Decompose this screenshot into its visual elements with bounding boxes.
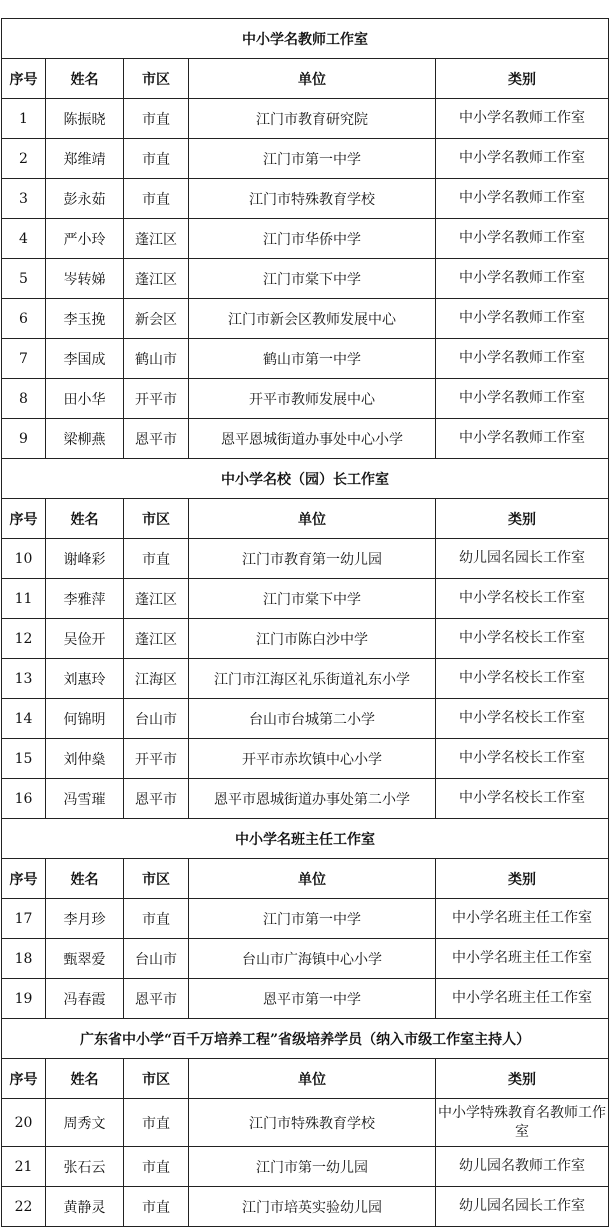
cell-serial-number: 9 xyxy=(2,419,46,459)
cell-name: 梁柳燕 xyxy=(46,419,124,459)
cell-category: 幼儿园名教师工作室 xyxy=(436,1147,609,1187)
table-row xyxy=(2,219,609,259)
table-row xyxy=(2,1187,609,1227)
table-row xyxy=(2,659,609,699)
section-title: 广东省中小学“百千万培养工程”省级培养学员（纳入市级工作室主持人） xyxy=(2,1019,609,1059)
cell-category: 中小学名教师工作室 xyxy=(436,139,609,179)
cell-name: 李月珍 xyxy=(46,899,124,939)
cell-name: 吴俭开 xyxy=(46,619,124,659)
cell-name: 严小玲 xyxy=(46,219,124,259)
column-header-district: 市区 xyxy=(124,499,189,539)
cell-district: 市直 xyxy=(124,1099,189,1147)
cell-serial-number: 1 xyxy=(2,99,46,139)
table-row xyxy=(2,99,609,139)
cell-serial-number: 17 xyxy=(2,899,46,939)
table-row xyxy=(2,619,609,659)
section-title-row xyxy=(2,1019,609,1059)
cell-name: 甄翠爱 xyxy=(46,939,124,979)
cell-serial-number: 20 xyxy=(2,1099,46,1147)
cell-category: 中小学名校长工作室 xyxy=(436,579,609,619)
cell-unit: 江门市棠下中学 xyxy=(189,259,436,299)
cell-unit: 江门市新会区教师发展中心 xyxy=(189,299,436,339)
table-row xyxy=(2,739,609,779)
cell-serial-number: 6 xyxy=(2,299,46,339)
cell-category: 幼儿园名园长工作室 xyxy=(436,1187,609,1227)
table-row xyxy=(2,899,609,939)
section-title: 中小学名教师工作室 xyxy=(2,19,609,59)
cell-serial-number: 11 xyxy=(2,579,46,619)
header-row xyxy=(2,59,609,99)
cell-serial-number: 8 xyxy=(2,379,46,419)
cell-district: 蓬江区 xyxy=(124,619,189,659)
cell-unit: 鹤山市第一中学 xyxy=(189,339,436,379)
cell-category: 幼儿园名园长工作室 xyxy=(436,539,609,579)
cell-name: 彭永茹 xyxy=(46,179,124,219)
header-row xyxy=(2,859,609,899)
cell-serial-number: 12 xyxy=(2,619,46,659)
table-row xyxy=(2,299,609,339)
cell-district: 市直 xyxy=(124,139,189,179)
cell-unit: 恩平市恩城街道办事处第二小学 xyxy=(189,779,436,819)
table-row xyxy=(2,1147,609,1187)
cell-category: 中小学名校长工作室 xyxy=(436,739,609,779)
staff-table xyxy=(1,18,609,1227)
cell-category: 中小学名教师工作室 xyxy=(436,379,609,419)
column-header-unit: 单位 xyxy=(189,1059,436,1099)
cell-district: 市直 xyxy=(124,179,189,219)
cell-category: 中小学名教师工作室 xyxy=(436,179,609,219)
cell-district: 蓬江区 xyxy=(124,219,189,259)
section-title-row xyxy=(2,819,609,859)
cell-name: 李雅萍 xyxy=(46,579,124,619)
cell-category: 中小学名教师工作室 xyxy=(436,99,609,139)
column-header-serial-number: 序号 xyxy=(2,1059,46,1099)
cell-name: 陈振晓 xyxy=(46,99,124,139)
table-row xyxy=(2,779,609,819)
column-header-unit: 单位 xyxy=(189,59,436,99)
cell-serial-number: 2 xyxy=(2,139,46,179)
header-row xyxy=(2,1059,609,1099)
column-header-district: 市区 xyxy=(124,859,189,899)
table-row xyxy=(2,419,609,459)
cell-name: 刘仲燊 xyxy=(46,739,124,779)
cell-unit: 江门市教育研究院 xyxy=(189,99,436,139)
cell-serial-number: 3 xyxy=(2,179,46,219)
cell-serial-number: 14 xyxy=(2,699,46,739)
cell-category: 中小学名校长工作室 xyxy=(436,659,609,699)
cell-district: 恩平市 xyxy=(124,979,189,1019)
cell-serial-number: 22 xyxy=(2,1187,46,1227)
cell-unit: 台山市广海镇中心小学 xyxy=(189,939,436,979)
cell-category: 中小学名班主任工作室 xyxy=(436,979,609,1019)
table-row xyxy=(2,539,609,579)
cell-name: 岑转娣 xyxy=(46,259,124,299)
cell-name: 郑维靖 xyxy=(46,139,124,179)
column-header-serial-number: 序号 xyxy=(2,499,46,539)
column-header-category: 类别 xyxy=(436,59,609,99)
column-header-name: 姓名 xyxy=(46,499,124,539)
section-title-row xyxy=(2,459,609,499)
cell-name: 田小华 xyxy=(46,379,124,419)
column-header-name: 姓名 xyxy=(46,59,124,99)
cell-district: 蓬江区 xyxy=(124,579,189,619)
cell-unit: 江门市第一中学 xyxy=(189,139,436,179)
cell-category: 中小学名教师工作室 xyxy=(436,339,609,379)
cell-district: 鹤山市 xyxy=(124,339,189,379)
table-row xyxy=(2,259,609,299)
cell-serial-number: 19 xyxy=(2,979,46,1019)
table-row xyxy=(2,1099,609,1147)
cell-unit: 江门市江海区礼乐街道礼东小学 xyxy=(189,659,436,699)
cell-serial-number: 16 xyxy=(2,779,46,819)
cell-category: 中小学名校长工作室 xyxy=(436,699,609,739)
cell-serial-number: 18 xyxy=(2,939,46,979)
cell-name: 冯雪璀 xyxy=(46,779,124,819)
cell-name: 周秀文 xyxy=(46,1099,124,1147)
table-row xyxy=(2,379,609,419)
cell-name: 黄静灵 xyxy=(46,1187,124,1227)
cell-unit: 江门市华侨中学 xyxy=(189,219,436,259)
cell-name: 李国成 xyxy=(46,339,124,379)
cell-district: 开平市 xyxy=(124,379,189,419)
cell-name: 冯春霞 xyxy=(46,979,124,1019)
cell-serial-number: 4 xyxy=(2,219,46,259)
cell-district: 市直 xyxy=(124,899,189,939)
table-row xyxy=(2,979,609,1019)
section-title: 中小学名班主任工作室 xyxy=(2,819,609,859)
cell-serial-number: 7 xyxy=(2,339,46,379)
cell-unit: 江门市培英实验幼儿园 xyxy=(189,1187,436,1227)
cell-serial-number: 15 xyxy=(2,739,46,779)
cell-unit: 恩平市第一中学 xyxy=(189,979,436,1019)
cell-name: 谢峰彩 xyxy=(46,539,124,579)
cell-unit: 江门市第一中学 xyxy=(189,899,436,939)
table-row xyxy=(2,579,609,619)
section-title-row xyxy=(2,19,609,59)
cell-name: 张石云 xyxy=(46,1147,124,1187)
cell-district: 市直 xyxy=(124,1187,189,1227)
column-header-district: 市区 xyxy=(124,59,189,99)
table-body xyxy=(2,19,609,1227)
cell-category: 中小学名班主任工作室 xyxy=(436,899,609,939)
cell-unit: 台山市台城第二小学 xyxy=(189,699,436,739)
cell-district: 市直 xyxy=(124,1147,189,1187)
cell-district: 市直 xyxy=(124,99,189,139)
cell-category: 中小学名校长工作室 xyxy=(436,619,609,659)
cell-district: 恩平市 xyxy=(124,779,189,819)
cell-district: 新会区 xyxy=(124,299,189,339)
table-row xyxy=(2,139,609,179)
cell-category: 中小学名教师工作室 xyxy=(436,219,609,259)
cell-category: 中小学名教师工作室 xyxy=(436,259,609,299)
table-row xyxy=(2,339,609,379)
cell-unit: 江门市特殊教育学校 xyxy=(189,179,436,219)
column-header-category: 类别 xyxy=(436,499,609,539)
column-header-unit: 单位 xyxy=(189,859,436,899)
cell-district: 市直 xyxy=(124,539,189,579)
cell-name: 何锦明 xyxy=(46,699,124,739)
cell-serial-number: 10 xyxy=(2,539,46,579)
cell-unit: 开平市教师发展中心 xyxy=(189,379,436,419)
table-row xyxy=(2,699,609,739)
cell-serial-number: 21 xyxy=(2,1147,46,1187)
cell-unit: 江门市教育第一幼儿园 xyxy=(189,539,436,579)
table-row xyxy=(2,179,609,219)
cell-district: 开平市 xyxy=(124,739,189,779)
cell-district: 台山市 xyxy=(124,939,189,979)
column-header-name: 姓名 xyxy=(46,1059,124,1099)
header-row xyxy=(2,499,609,539)
cell-serial-number: 5 xyxy=(2,259,46,299)
cell-unit: 江门市第一幼儿园 xyxy=(189,1147,436,1187)
cell-district: 台山市 xyxy=(124,699,189,739)
cell-district: 江海区 xyxy=(124,659,189,699)
cell-category: 中小学名教师工作室 xyxy=(436,299,609,339)
cell-district: 蓬江区 xyxy=(124,259,189,299)
column-header-unit: 单位 xyxy=(189,499,436,539)
column-header-category: 类别 xyxy=(436,1059,609,1099)
table-row xyxy=(2,939,609,979)
cell-name: 李玉挽 xyxy=(46,299,124,339)
cell-unit: 恩平恩城街道办事处中心小学 xyxy=(189,419,436,459)
column-header-name: 姓名 xyxy=(46,859,124,899)
cell-unit: 江门市棠下中学 xyxy=(189,579,436,619)
cell-category: 中小学名校长工作室 xyxy=(436,779,609,819)
cell-district: 恩平市 xyxy=(124,419,189,459)
cell-name: 刘惠玲 xyxy=(46,659,124,699)
cell-unit: 江门市特殊教育学校 xyxy=(189,1099,436,1147)
cell-serial-number: 13 xyxy=(2,659,46,699)
column-header-district: 市区 xyxy=(124,1059,189,1099)
column-header-serial-number: 序号 xyxy=(2,59,46,99)
cell-category: 中小学特殊教育名教师工作室 xyxy=(436,1099,609,1147)
section-title: 中小学名校（园）长工作室 xyxy=(2,459,609,499)
column-header-serial-number: 序号 xyxy=(2,859,46,899)
column-header-category: 类别 xyxy=(436,859,609,899)
cell-category: 中小学名班主任工作室 xyxy=(436,939,609,979)
cell-category: 中小学名教师工作室 xyxy=(436,419,609,459)
cell-unit: 开平市赤坎镇中心小学 xyxy=(189,739,436,779)
cell-unit: 江门市陈白沙中学 xyxy=(189,619,436,659)
